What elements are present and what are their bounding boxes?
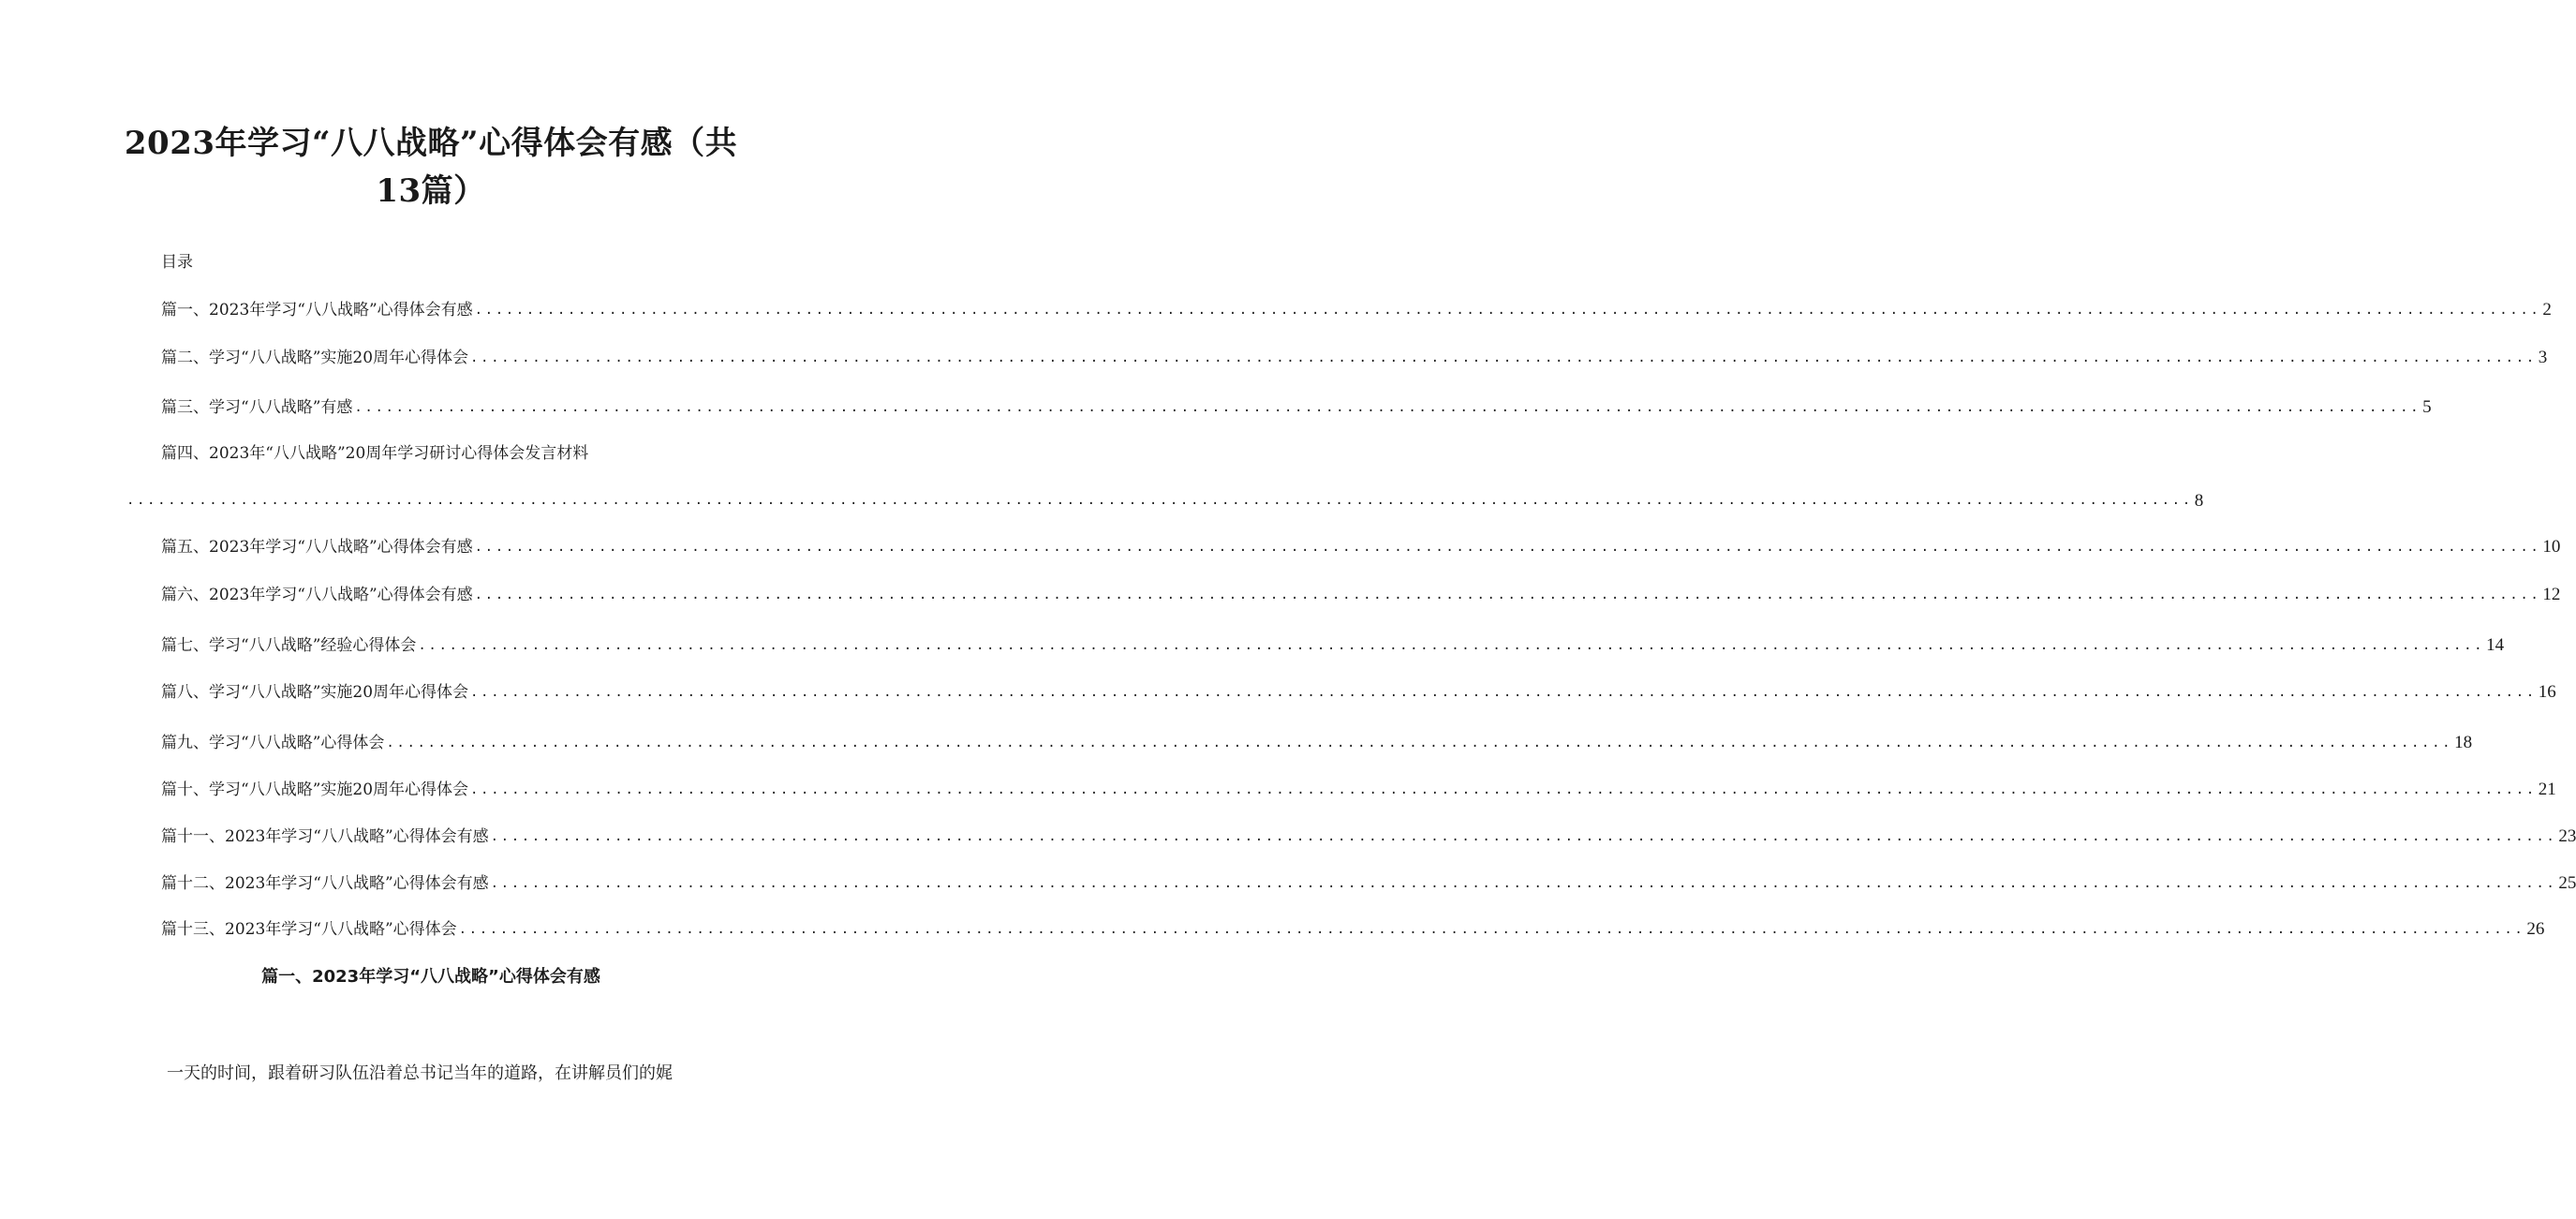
body-paragraph: 一天的时间，跟着研习队伍沿着总书记当年的道路，在讲解员们的娓 bbox=[167, 1063, 673, 1083]
toc-entry-label: 篇九、学习“八八战略”心得体会 bbox=[161, 734, 385, 752]
toc-entry-label-long[interactable]: 篇四、2023年“八八战略”20周年学习研讨心得体会发言材料 bbox=[161, 444, 589, 463]
toc-entry-page: 23 bbox=[2558, 826, 2576, 846]
toc-entry[interactable] bbox=[161, 824, 2576, 848]
toc-leader-dots: ........................................................................................................................................................................................................ bbox=[470, 685, 2537, 700]
toc-entry[interactable] bbox=[161, 345, 2548, 369]
toc-leader-dots: ........................................................................................................................................................................................................ bbox=[418, 638, 2485, 653]
toc-entry-label: 篇五、2023年学习“八八战略”心得体会有感 bbox=[161, 538, 473, 557]
toc-leader-dots: ........................................................................................................................................................................................................ bbox=[458, 922, 2525, 937]
toc-entry-page: 5 bbox=[2422, 397, 2432, 417]
toc-entry-label: 篇十、学习“八八战略”实施20周年心得体会 bbox=[161, 780, 469, 799]
toc-leader-dots: ........................................................................................................................................................................................................ bbox=[490, 829, 2557, 844]
toc-entry[interactable] bbox=[161, 730, 2473, 754]
toc-entry-label: 篇七、学习“八八战略”经验心得体会 bbox=[161, 636, 417, 655]
toc-entry-page: 18 bbox=[2454, 733, 2473, 752]
toc-entry-page: 12 bbox=[2542, 585, 2561, 604]
toc-entry[interactable] bbox=[161, 916, 2545, 941]
toc-entry[interactable] bbox=[161, 777, 2556, 801]
toc-entry[interactable] bbox=[161, 297, 2552, 321]
toc-entry-page: 25 bbox=[2558, 873, 2576, 893]
toc-entry-page: 3 bbox=[2538, 348, 2548, 367]
toc-entry-label: 篇二、学习“八八战略”实施20周年心得体会 bbox=[161, 349, 469, 367]
toc-heading: 目录 bbox=[161, 253, 193, 272]
document-title-line-2: 13篇） bbox=[376, 172, 486, 210]
toc-entry[interactable] bbox=[161, 679, 2556, 704]
toc-leader-dots: ........................................................................................................................................................................................................ bbox=[470, 350, 2537, 365]
toc-leader-dots: ........................................................................................................................................................................................................ bbox=[474, 303, 2541, 318]
toc-entry-page: 21 bbox=[2538, 780, 2556, 799]
toc-leader-dots: ........................................................................................................................................................................................................ bbox=[354, 400, 2421, 415]
toc-entry[interactable] bbox=[161, 534, 2561, 558]
section-heading: 篇一、2023年学习“八八战略”心得体会有感 bbox=[261, 967, 600, 987]
toc-entry-page: 10 bbox=[2542, 537, 2561, 557]
toc-entry-page: 16 bbox=[2538, 682, 2556, 702]
toc-entry-label: 篇三、学习“八八战略”有感 bbox=[161, 398, 353, 417]
document-title-line-1: 2023年学习“八八战略”心得体会有感（共 bbox=[124, 125, 738, 162]
toc-entry[interactable] bbox=[161, 632, 2505, 657]
toc-entry-page: 14 bbox=[2486, 635, 2505, 655]
toc-entry[interactable] bbox=[161, 394, 2432, 419]
toc-entry[interactable] bbox=[161, 582, 2561, 606]
toc-entry-page: 26 bbox=[2526, 919, 2545, 939]
toc-leader-dots: ........................................................................................................................................................................................................ bbox=[474, 587, 2541, 602]
toc-entry-label: 篇十一、2023年学习“八八战略”心得体会有感 bbox=[161, 827, 489, 846]
toc-entry-page: 2 bbox=[2542, 300, 2552, 320]
toc-entry-continuation[interactable] bbox=[126, 487, 2204, 512]
toc-entry-label: 篇十三、2023年学习“八八战略”心得体会 bbox=[161, 920, 457, 939]
toc-entry-label: 篇十二、2023年学习“八八战略”心得体会有感 bbox=[161, 874, 489, 893]
toc-entry[interactable] bbox=[161, 870, 2576, 895]
toc-leader-dots: ........................................................................................................................................................................................................ bbox=[470, 782, 2537, 797]
toc-entry-label: 篇一、2023年学习“八八战略”心得体会有感 bbox=[161, 301, 473, 320]
toc-leader-dots: ........................................................................................................................................................................................................ bbox=[490, 876, 2557, 891]
toc-leader-dots: ........................................................................................................................................................................................................ bbox=[126, 493, 2193, 508]
toc-leader-dots: ........................................................................................................................................................................................................ bbox=[474, 540, 2541, 555]
toc-entry-label: 篇八、学习“八八战略”实施20周年心得体会 bbox=[161, 683, 469, 702]
toc-entry-label: 篇六、2023年学习“八八战略”心得体会有感 bbox=[161, 586, 473, 604]
toc-leader-dots: ........................................................................................................................................................................................................ bbox=[386, 736, 2453, 751]
toc-entry-page: 8 bbox=[2194, 491, 2204, 511]
